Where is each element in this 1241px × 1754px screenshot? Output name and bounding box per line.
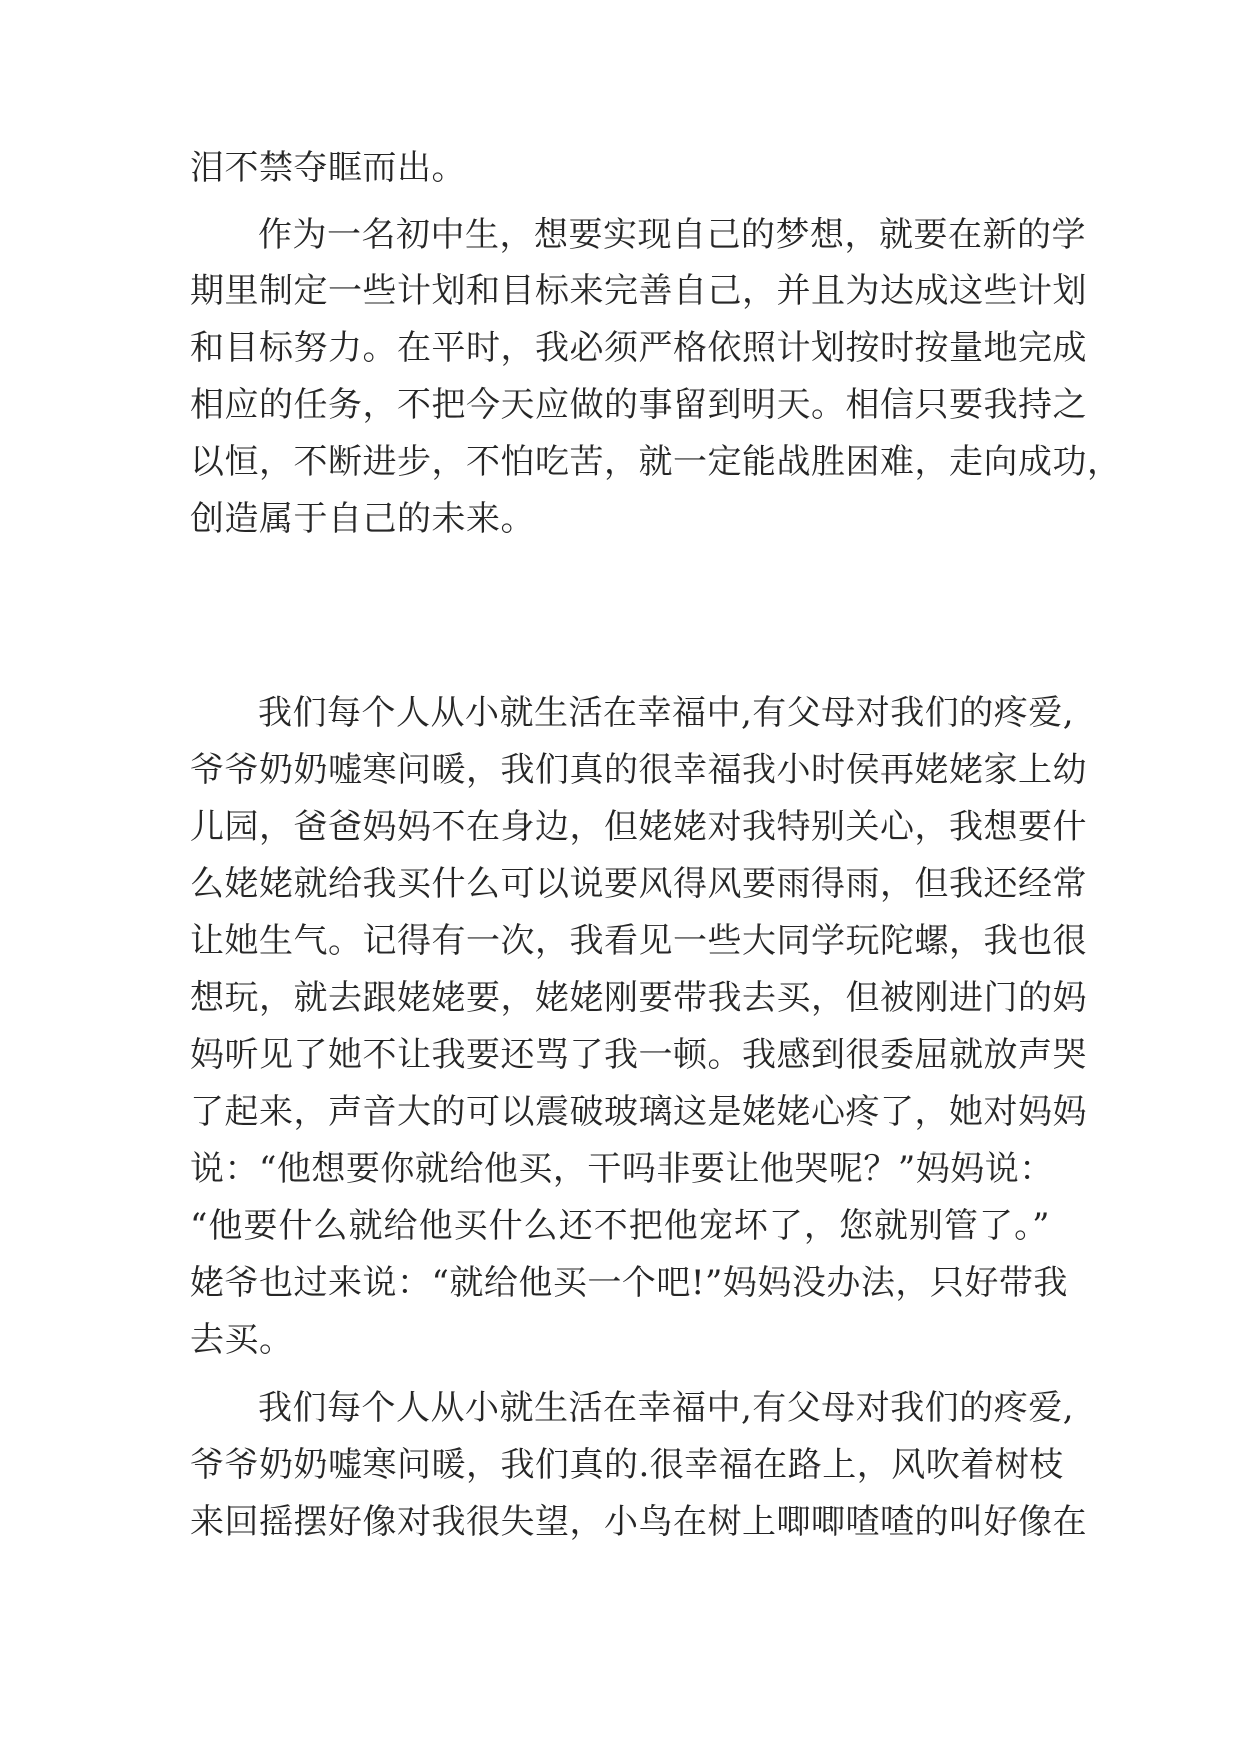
paragraph-line: 么姥姥就给我买什么可以说要风得风要雨得雨，但我还经常 [190,864,1087,904]
paragraph-line: 来回摇摆好像对我很失望，小鸟在树上唧唧喳喳的叫好像在 [190,1502,1087,1542]
paragraph-line: 了起来，声音大的可以震破玻璃这是姥姥心疼了，她对妈妈 [190,1092,1087,1132]
paragraph-line: 和目标努力。在平时，我必须严格依照计划按时按量地完成 [190,328,1087,368]
paragraph-line: 姥爷也过来说：“就给他买一个吧!”妈妈没办法，只好带我 [190,1263,1068,1303]
paragraph-line: 我们每个人从小就生活在幸福中,有父母对我们的疼爱, [258,1388,1075,1428]
paragraph-line: 说：“他想要你就给他买，干吗非要让他哭呢？”妈妈说： [190,1149,1054,1189]
paragraph-line: 让她生气。记得有一次，我看见一些大同学玩陀螺，我也很 [190,921,1087,961]
paragraph-line: 泪不禁夺眶而出。 [190,148,466,188]
paragraph-line: 爷爷奶奶嘘寒问暖，我们真的.很幸福在路上，风吹着树枝 [190,1445,1064,1485]
paragraph-line: 作为一名初中生，想要实现自己的梦想，就要在新的学 [258,215,1086,255]
paragraph-line: 去买。 [190,1320,294,1360]
paragraph-line: 我们每个人从小就生活在幸福中,有父母对我们的疼爱, [258,693,1075,733]
paragraph-line: 儿园，爸爸妈妈不在身边，但姥姥对我特别关心，我想要什 [190,807,1087,847]
paragraph-line: 妈听见了她不让我要还骂了我一顿。我感到很委屈就放声哭 [190,1035,1087,1075]
paragraph-line: 相应的任务，不把今天应做的事留到明天。相信只要我持之 [190,385,1087,425]
paragraph-line: 爷爷奶奶嘘寒问暖，我们真的很幸福我小时侯再姥姥家上幼 [190,750,1087,790]
paragraph-line: 想玩，就去跟姥姥要，姥姥刚要带我去买，但被刚进门的妈 [190,978,1087,1018]
paragraph-line: 创造属于自己的未来。 [190,499,535,539]
paragraph-line: “他要什么就给他买什么还不把他宠坏了，您就别管了。” [190,1206,1050,1246]
paragraph-line: 以恒，不断进步，不怕吃苦，就一定能战胜困难，走向成功， [190,442,1122,482]
paragraph-line: 期里制定一些计划和目标来完善自己，并且为达成这些计划 [190,271,1087,311]
